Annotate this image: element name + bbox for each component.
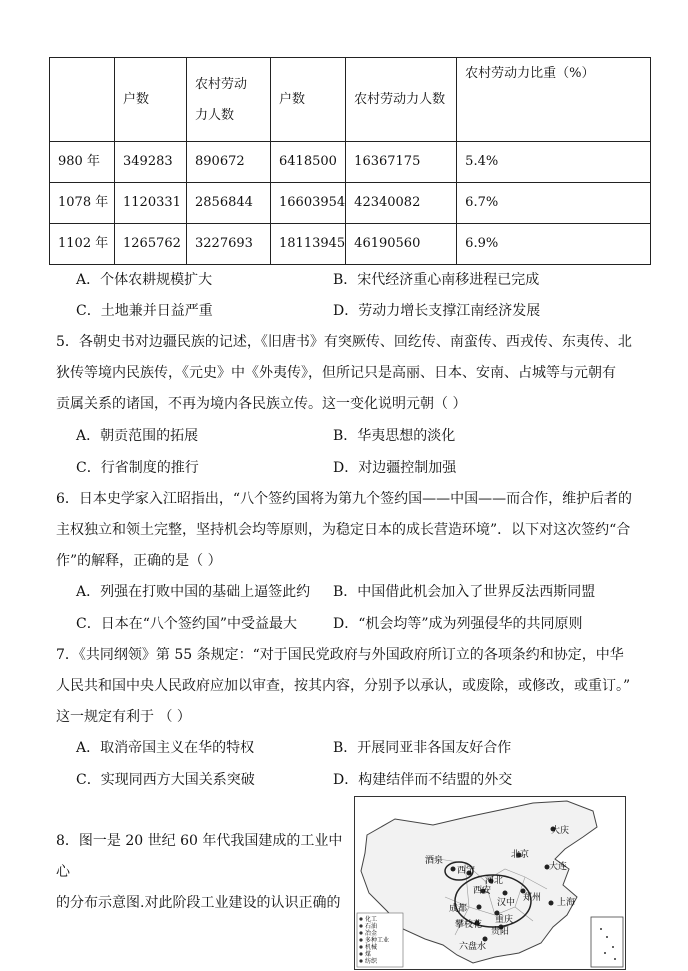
table-header-cell (50, 58, 115, 142)
table-cell: 890672 (187, 142, 271, 183)
south-china-sea-inset (591, 917, 623, 967)
city-label: 重庆 (495, 915, 514, 925)
legend-item: 冶金 (365, 930, 378, 937)
q4-option-a: A．个体农耕规模扩大 (76, 272, 213, 288)
table-cell: 349283 (115, 142, 187, 183)
q5-option-b: B．华夷思想的淡化 (333, 428, 456, 444)
table-cell: 3227693 (187, 224, 271, 265)
city-label: 北京 (511, 850, 530, 860)
table-row (50, 224, 651, 265)
city-label: 汉中 (497, 898, 516, 908)
q7-option-a: A．取消帝国主义在华的特权 (76, 740, 255, 756)
legend-item: 纺织 (365, 958, 378, 965)
question-text-line: 7．《共同纲领》第 55 条规定：“对于国民党政府与外国政府所订立的各项条约和协定，中华 (56, 647, 624, 663)
data-table (49, 57, 651, 265)
question-text-line: 5．各朝史书对边疆民族的记述，《旧唐书》有突厥传、回纥传、南蛮传、西戎传、东夷传、北 (56, 334, 632, 350)
city-label: 酒泉 (425, 856, 444, 866)
question-text-line: 作”的解释，正确的是（ ） (56, 553, 222, 569)
legend-item: 石油 (365, 923, 378, 930)
question-text-line: 的分布示意图.对此阶段工业建设的认识正确的 (56, 895, 341, 911)
question-text-line: 人民共和国中央人民政府应加以审查，按其内容，分别予以承认，或废除，或修改，或重订。” (56, 678, 631, 694)
question-text-line: 贡属关系的诸国，不再为境内各民族立传。这一变化说明元朝（ ） (56, 396, 467, 412)
city-label: 六盘水 (459, 942, 487, 952)
question-8-stem (56, 826, 346, 919)
table-cell: 1265762 (115, 224, 187, 265)
table-cell: 1078 年 (50, 183, 115, 224)
question-text-line: 8．图一是 20 世纪 60 年代我国建成的工业中心 (56, 833, 343, 880)
table-cell: 1120331 (115, 183, 187, 224)
q6-option-b: B．中国借此机会加入了世界反法西斯同盟 (333, 584, 596, 600)
legend-item: 化工 (365, 916, 378, 923)
table-header-cell: 农村劳动力比重（%） (457, 58, 651, 142)
legend-item: 多种工业 (365, 937, 390, 944)
table-cell: 6418500 (271, 142, 346, 183)
legend-item: 煤 (365, 951, 372, 958)
table-row (50, 142, 651, 183)
table-header-cell: 户数 (115, 58, 187, 142)
question-6-stem (56, 484, 646, 577)
q5-option-c: C．行省制度的推行 (76, 460, 199, 476)
q4-option-d: D．劳动力增长支撑江南经济发展 (333, 303, 541, 319)
question-text-line: 这一规定有利于 （ ） (56, 709, 191, 725)
city-label: 西宁 (457, 866, 476, 876)
city-label: 攀枝花 (455, 920, 483, 930)
question-5-stem (56, 327, 646, 420)
table-cell: 980 年 (50, 142, 115, 183)
table-header-row (50, 58, 651, 142)
q6-option-d: D．“机会均等”成为列强侵华的共同原则 (333, 616, 583, 632)
q6-option-c: C．日本在“八个签约国”中受益最大 (76, 616, 298, 632)
table-header-cell: 农村劳动力人数 (346, 58, 457, 142)
table-cell: 16603954 (271, 183, 346, 224)
table-cell: 46190560 (346, 224, 457, 265)
table-cell: 6.7% (457, 183, 651, 224)
q7-option-b: B．开展同亚非各国友好合作 (333, 740, 512, 756)
q6-option-a: A．列强在打败中国的基础上逼签此约 (76, 584, 311, 600)
industrial-centers-map (354, 796, 626, 970)
question-text-line: 6．日本史学家入江昭指出，“八个签约国将为第九个签约国——中国——而合作，维护后者的 (56, 491, 633, 507)
legend-item: 机械 (365, 944, 378, 951)
table-cell: 16367175 (346, 142, 457, 183)
city-label: 上海 (557, 898, 576, 908)
table-cell: 42340082 (346, 183, 457, 224)
q5-option-a: A．朝贡范围的拓展 (76, 428, 199, 444)
city-label: 西安 (473, 886, 492, 896)
city-label: 贵阳 (491, 927, 510, 937)
q5-option-d: D．对边疆控制加强 (333, 460, 457, 476)
city-label: 大庆 (551, 826, 570, 836)
q7-option-c: C．实现同西方大国关系突破 (76, 772, 255, 788)
table-header-cell: 户数 (271, 58, 346, 142)
city-label: 郑州 (523, 893, 542, 903)
question-text-line: 主权独立和领土完整，坚持机会均等原则，为稳定日本的成长营造环境”．以下对这次签约“合 (56, 522, 631, 538)
table-cell: 18113945 (271, 224, 346, 265)
question-text-line: 狄传等境内民族传，《元史》中《外夷传》，但所记只是高丽、日本、安南、占城等与元朝有 (56, 365, 616, 381)
city-label: 大连 (549, 862, 568, 872)
china-map-svg (355, 797, 625, 969)
city-label: 成都 (449, 904, 468, 914)
table-cell: 6.9% (457, 224, 651, 265)
q4-option-c: C．土地兼并日益严重 (76, 303, 213, 319)
city-label: 河北 (485, 876, 504, 886)
table-row (50, 183, 651, 224)
table-cell: 5.4% (457, 142, 651, 183)
question-7-stem (56, 640, 646, 733)
q7-option-d: D．构建结伴而不结盟的外交 (333, 772, 513, 788)
table-header-cell: 农村劳动力人数 (187, 58, 271, 142)
table-cell: 1102 年 (50, 224, 115, 265)
table-cell: 2856844 (187, 183, 271, 224)
q4-option-b: B．宋代经济重心南移进程已完成 (333, 272, 540, 288)
